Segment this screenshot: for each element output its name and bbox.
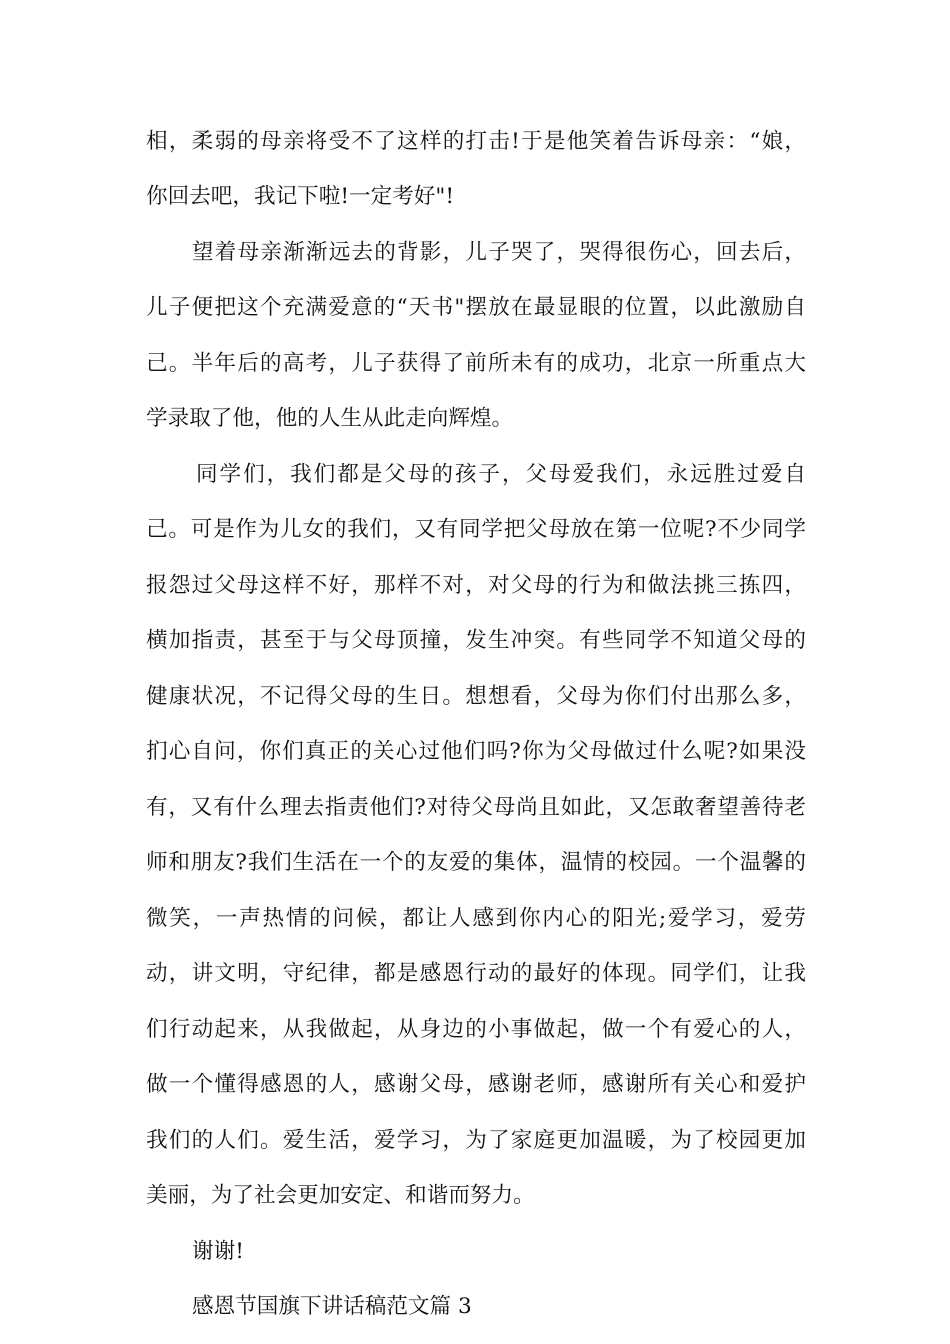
text-line: 扪心自问，你们真正的关心过他们吗?你为父母做过什么呢?如果没	[146, 739, 806, 764]
closing-line: 谢谢!	[192, 1239, 244, 1264]
text-line: 健康状况，不记得父母的生日。想想看，父母为你们付出那么多，	[146, 684, 806, 709]
text-line: 我们的人们。爱生活，爱学习，为了家庭更加温暖，为了校园更加	[146, 1128, 806, 1153]
text-line: 你回去吧，我记下啦!一定考好"!	[146, 184, 455, 209]
text-line: 美丽，为了社会更加安定、和谐而努力。	[146, 1183, 535, 1208]
paragraph-first-line: 望着母亲渐渐远去的背影，儿子哭了，哭得很伤心，回去后，	[192, 240, 806, 265]
text-line: 报怨过父母这样不好，那样不对，对父母的行为和做法挑三拣四，	[146, 573, 806, 598]
text-line: 学录取了他，他的人生从此走向辉煌。	[146, 406, 514, 431]
paragraph-first-line: 同学们，我们都是父母的孩子，父母爱我们，永远胜过爱自	[196, 462, 806, 487]
text-line: 横加指责，甚至于与父母顶撞，发生冲突。有些同学不知道父母的	[146, 628, 806, 653]
text-line: 己。可是作为儿女的我们，又有同学把父母放在第一位呢?不少同学	[146, 517, 806, 542]
text-line: 有，又有什么理去指责他们?对待父母尚且如此，又怎敢奢望善待老	[146, 795, 806, 820]
section-heading: 感恩节国旗下讲话稿范文篇 3	[192, 1294, 472, 1319]
text-line: 己。半年后的高考，儿子获得了前所未有的成功，北京一所重点大	[146, 351, 806, 376]
text-line: 微笑，一声热情的问候，都让人感到你内心的阳光;爱学习，爱劳	[146, 906, 806, 931]
text-line: 儿子便把这个充满爱意的“天书"摆放在最显眼的位置，以此激励自	[146, 295, 806, 320]
text-line: 做一个懂得感恩的人，感谢父母，感谢老师，感谢所有关心和爱护	[146, 1072, 806, 1097]
text-line: 动，讲文明，守纪律，都是感恩行动的最好的体现。同学们，让我	[146, 961, 806, 986]
text-line: 相，柔弱的母亲将受不了这样的打击!于是他笑着告诉母亲：“娘，	[146, 129, 806, 154]
text-line: 师和朋友?我们生活在一个的友爱的集体，温情的校园。一个温馨的	[146, 850, 806, 875]
text-line: 们行动起来，从我做起，从身边的小事做起，做一个有爱心的人，	[146, 1017, 806, 1042]
